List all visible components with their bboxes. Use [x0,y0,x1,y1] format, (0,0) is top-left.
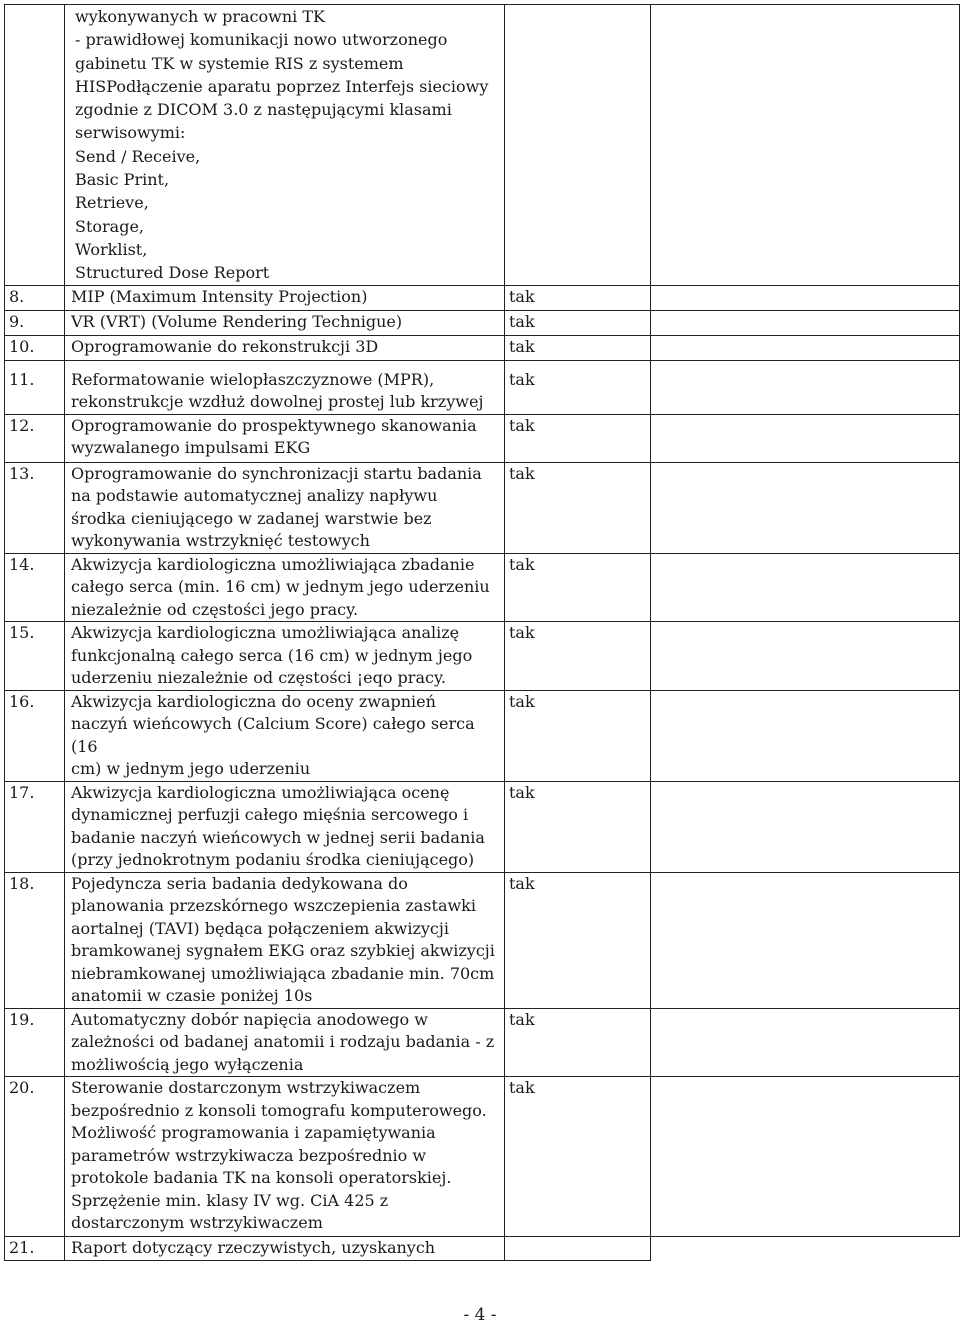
table-row [5,462,960,553]
table-row [5,310,960,335]
continuation-line: Basic Print, [75,170,170,190]
row-extra-cell [651,690,960,781]
row-value: tak [505,622,651,691]
row-description: Pojedyncza seria badania dedykowana do planowania przezskórnego wszczepienia zastawki aortalnej (TAVI) będąca połączeniem akwizycji bramkowanej sygnałem EKG oraz szybkiej akwizycji niebramkowanej umożliwiająca zbadanie min. 70cm anatomii w czasie poniżej 10s [65,872,505,1008]
row-description: Akwizycja kardiologiczna do oceny zwapnień naczyń wieńcowych (Calcium Score) całego serca (16 cm) w jednym jego uderzeniu [65,690,505,781]
continuation-num-cell [5,5,65,286]
row-number: 16. [5,690,65,781]
continuation-line: Storage, [75,216,145,236]
row-number: 11. [5,360,65,414]
row-description: VR (VRT) (Volume Rendering Technigue) [65,310,505,335]
row-value [505,1237,651,1261]
row-description: Oprogramowanie do prospektywnego skanowania wyzwalanego impulsami EKG [65,414,505,462]
continuation-row [5,5,960,286]
row-number: 8. [5,285,65,310]
row-description: MIP (Maximum Intensity Projection) [65,285,505,310]
table-row [5,360,960,414]
row-value: tak [505,360,651,414]
continuation-line: Retrieve, [75,193,149,213]
continuation-value-cell [505,5,651,286]
row-extra-cell [651,553,960,622]
row-number: 13. [5,462,65,553]
table-row [5,414,960,462]
row-number: 10. [5,335,65,360]
continuation-extra-cell [651,5,960,286]
continuation-line: HISPodłączenie aparatu poprzez Interfejs sieciowy [75,76,489,96]
row-description: Oprogramowanie do synchronizacji startu badania na podstawie automatycznej analizy napływu środka cieniującego w zadanej warstwie bez wykonywania wstrzyknięć testowych [65,462,505,553]
row-value: tak [505,781,651,872]
table-row [5,690,960,781]
continuation-text-cell [65,5,505,286]
page-number: - 4 - [463,1305,497,1325]
continuation-line: Worklist, [75,239,148,259]
continuation-line: gabinetu TK w systemie RIS z systemem [75,53,404,73]
row-value: tak [505,1077,651,1237]
table-row [5,872,960,1008]
row-extra-cell [651,622,960,691]
row-extra-cell [651,781,960,872]
table-row [5,335,960,360]
continuation-line: Send / Receive, [75,146,201,166]
row-number: 20. [5,1077,65,1237]
row-number: 19. [5,1008,65,1077]
row-number: 18. [5,872,65,1008]
row-description: Reformatowanie wielopłaszczyznowe (MPR), rekonstrukcje wzdłuż dowolnej prostej lub krzywej [65,360,505,414]
row-extra-cell [651,360,960,414]
row-value: tak [505,690,651,781]
row-description: Akwizycja kardiologiczna umożliwiająca ocenę dynamicznej perfuzji całego mięśnia sercowego i badanie naczyń wieńcowych w jednej serii badania (przy jednokrotnym podaniu środka cieniującego) [65,781,505,872]
table-row [5,1077,960,1237]
row-description: Sterowanie dostarczonym wstrzykiwaczem bezpośrednio z konsoli tomografu komputerowego. Możliwość programowania i zapamiętywania parametrów wstrzykiwacza bezpośrednio w protokole badania TK na konsoli operatorskiej. Sprzężenie min. klasy IV wg. CiA 425 z dostarczonym wstrzykiwaczem [65,1077,505,1237]
row-description: Automatyczny dobór napięcia anodowego w zależności od badanej anatomii i rodzaju badania - z możliwością jego wyłączenia [65,1008,505,1077]
row-number: 21. [5,1237,65,1261]
row-value: tak [505,414,651,462]
row-description: Oprogramowanie do rekonstrukcji 3D [65,335,505,360]
row-value: tak [505,1008,651,1077]
table-row [5,285,960,310]
row-number: 14. [5,553,65,622]
table-row [5,781,960,872]
row-description: Akwizycja kardiologiczna umożliwiająca analizę funkcjonalną całego serca (16 cm) w jednym jego uderzeniu niezależnie od częstości ¡eqo pracy. [65,622,505,691]
continuation-line: serwisowymi: [75,123,186,143]
row-extra-cell [651,1077,960,1237]
row-extra-cell [651,872,960,1008]
row-extra-cell [651,285,960,310]
row-extra-cell [651,310,960,335]
continuation-line: - prawidłowej komunikacji nowo utworzonego [75,30,448,50]
row-value: tak [505,872,651,1008]
row-description: Akwizycja kardiologiczna umożliwiająca zbadanie całego serca (min. 16 cm) w jednym jego uderzeniu niezależnie od częstości jego pracy. [65,553,505,622]
continuation-line: Structured Dose Report [75,263,270,283]
row-value: tak [505,335,651,360]
row-number: 15. [5,622,65,691]
table-row [5,622,960,691]
row-number: 9. [5,310,65,335]
row-value: tak [505,310,651,335]
row-extra-cell [651,414,960,462]
row-extra-cell [651,335,960,360]
table-row [5,1008,960,1077]
row-extra-cell [651,1008,960,1077]
row-extra-cell [651,1237,960,1261]
row-value: tak [505,462,651,553]
table-row [5,1237,960,1261]
row-number: 12. [5,414,65,462]
row-description: Raport dotyczący rzeczywistych, uzyskanych [65,1237,505,1261]
row-value: tak [505,553,651,622]
spec-table [4,4,960,1261]
row-extra-cell [651,462,960,553]
row-number: 17. [5,781,65,872]
row-value: tak [505,285,651,310]
continuation-line: wykonywanych w pracowni TK [75,7,325,26]
table-row [5,553,960,622]
continuation-line: zgodnie z DICOM 3.0 z następującymi klasami [75,100,452,120]
